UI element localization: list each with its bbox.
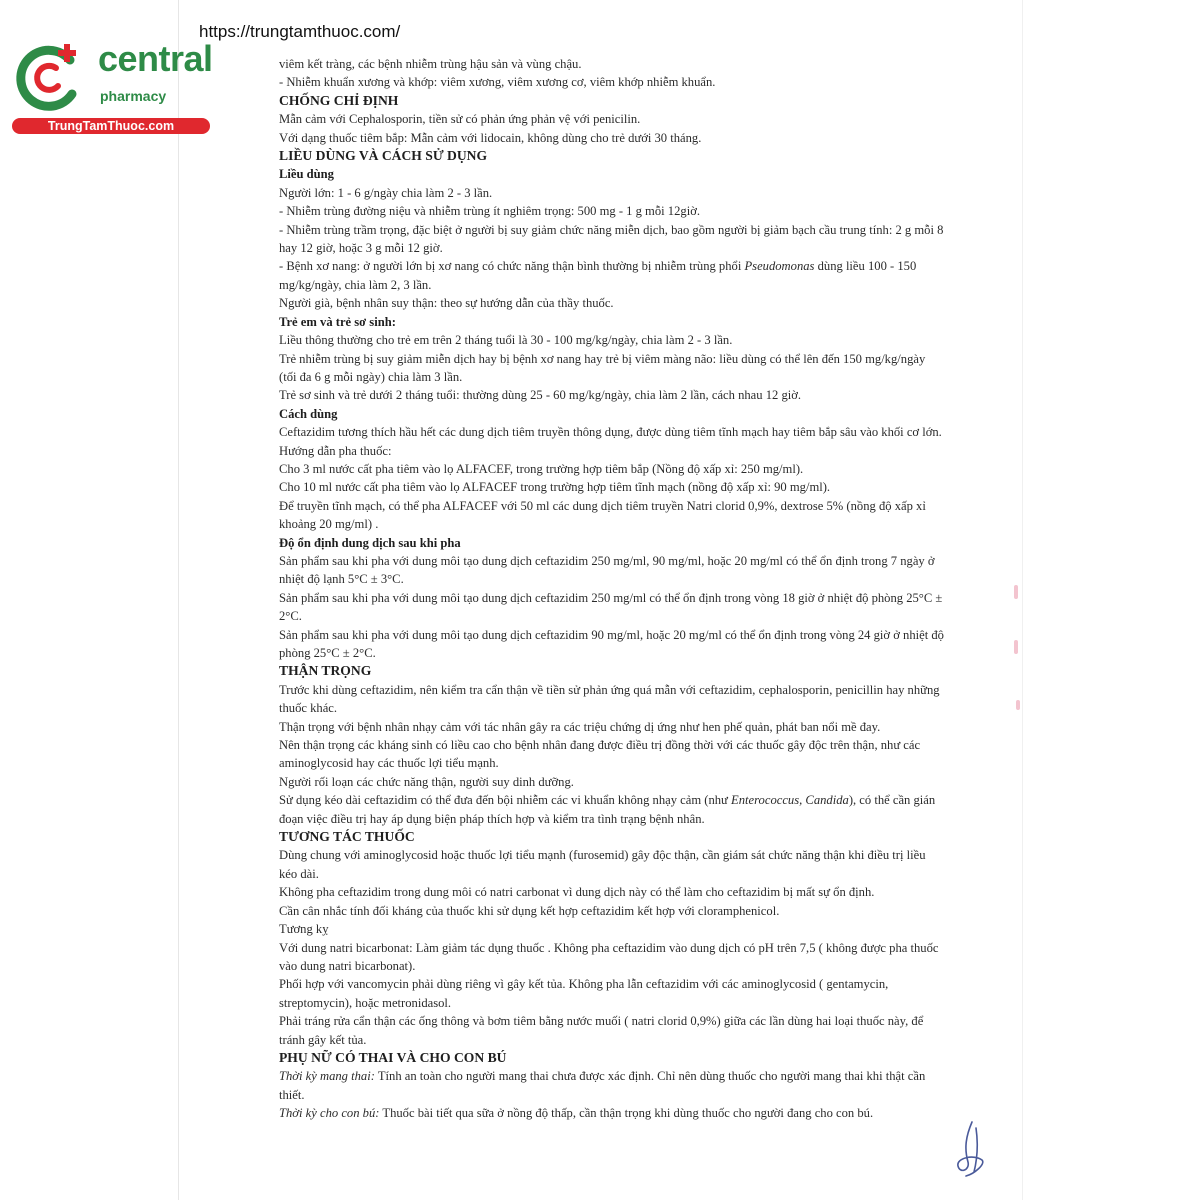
subheading: Độ ổn định dung dịch sau khi pha (279, 535, 461, 550)
pharmacy-cross-logo-icon (12, 38, 92, 118)
paragraph (279, 791, 945, 828)
subheading: Liều dùng (279, 167, 334, 182)
paper-edge-left (178, 0, 179, 1200)
paragraph: Sản phẩm sau khi pha với dung môi tạo dung dịch ceftazidim 90 mg/ml, hoặc 20 mg/ml có thể ổn định trong vòng 24 giờ ở nhiệt độ phòng 25°C ± 2°C. (279, 627, 944, 660)
section-heading: PHỤ NỮ CÓ THAI VÀ CHO CON BÚ (279, 1049, 507, 1065)
signature-icon (952, 1118, 992, 1180)
text-run: Tính an toàn cho người mang thai chưa được xác định. Chỉ nên dùng thuốc cho người mang thai khi thật cần thiết. (279, 1069, 926, 1102)
document-body (279, 55, 945, 1123)
paragraph (279, 257, 945, 294)
paragraph: Người già, bệnh nhân suy thận: theo sự hướng dẫn của thầy thuốc. (279, 296, 614, 311)
scan-mark (1014, 585, 1018, 599)
paragraph: - Nhiễm khuẩn xương và khớp: viêm xương, viêm xương cơ, viêm khớp nhiễm khuẩn. (279, 75, 716, 90)
italic-term: Pseudomonas (744, 259, 815, 274)
paragraph: - Nhiễm trùng đường niệu và nhiễm trùng ít nghiêm trọng: 500 mg - 1 g mỗi 12giờ. (279, 204, 700, 219)
subheading: Trẻ em và trẻ sơ sinh: (279, 314, 396, 329)
text-run: ), có thể cần gián đoạn việc điều trị hay áp dụng biện pháp thích hợp và kiểm tra tình trạng bệnh nhân. (279, 793, 936, 826)
text-run: - Bệnh xơ nang: ở người lớn bị xơ nang có chức năng thận bình thường bị nhiễm trùng phổi (279, 259, 745, 274)
logo-banner: TrungTamThuoc.com (12, 118, 210, 134)
paragraph (279, 1067, 945, 1104)
logo-wordmark: central (98, 38, 213, 79)
paragraph: Phối hợp với vancomycin phải dùng riêng vì gây kết tủa. Không pha lẫn ceftazidim với các aminoglycosid ( gentamycin, streptomycin), hoặc metronidasol. (279, 977, 889, 1010)
paragraph: Người lớn: 1 - 6 g/ngày chia làm 2 - 3 lần. (279, 185, 493, 200)
italic-label: Thời kỳ cho con bú: (279, 1106, 380, 1121)
paragraph: Nên thận trọng các kháng sinh có liều cao cho bệnh nhân đang được điều trị đồng thời với các thuốc gây độc trên thận, như các aminoglycosid hay các thuốc lợi tiểu mạnh. (279, 738, 921, 771)
paragraph: Người rối loạn các chức năng thận, người suy dinh dưỡng. (279, 774, 574, 789)
paragraph: Với dung natri bicarbonat: Làm giảm tác dụng thuốc . Không pha ceftazidim vào dung dịch có pH trên 7,5 ( không được pha thuốc vào dung natri bicarbonat). (279, 940, 939, 973)
text-run: dùng liều 100 - 150 mg/kg/ngày, chia làm 2, 3 lần. (279, 259, 917, 292)
text-run: Sử dụng kéo dài ceftazidim có thể đưa đến bội nhiễm các vi khuẩn không nhạy cảm (như (279, 793, 732, 808)
paragraph: Cần cân nhắc tính đối kháng của thuốc khi sử dụng kết hợp ceftazidim kết hợp với cloramphenicol. (279, 903, 780, 918)
paragraph: Phải tráng rửa cẩn thận các ống thông và bơm tiêm bằng nước muối ( natri clorid 0,9%) giữa các lần dùng hai loại thuốc này, để tránh gây kết tủa. (279, 1014, 924, 1047)
subheading: Cách dùng (279, 406, 338, 421)
paragraph: Trẻ sơ sinh và trẻ dưới 2 tháng tuổi: thường dùng 25 - 60 mg/kg/ngày, chia làm 2 lần, cách nhau 12 giờ. (279, 388, 802, 403)
paragraph: Thận trọng với bệnh nhân nhạy cảm với tác nhân gây ra các triệu chứng dị ứng như hen phế quản, phát ban nổi mề đay. (279, 719, 881, 734)
paragraph: Dùng chung với aminoglycosid hoặc thuốc lợi tiểu mạnh (furosemid) gây độc thận, cần giám sát chức năng thận khi điều trị liều kéo dài. (279, 848, 926, 881)
paragraph: Hướng dẫn pha thuốc: (279, 443, 392, 458)
scan-mark (1016, 700, 1020, 710)
paragraph: Liều thông thường cho trẻ em trên 2 tháng tuổi là 30 - 100 mg/kg/ngày, chia làm 2 - 3 lần. (279, 333, 733, 348)
section-heading: CHỐNG CHỈ ĐỊNH (279, 92, 399, 108)
paragraph: Với dạng thuốc tiêm bắp: Mẫn cảm với lidocain, không dùng cho trẻ dưới 30 tháng. (279, 130, 702, 145)
section-heading: LIỀU DÙNG VÀ CÁCH SỬ DỤNG (279, 148, 488, 164)
paragraph: Cho 10 ml nước cất pha tiêm vào lọ ALFACEF trong trường hợp tiêm tĩnh mạch (nồng độ xấp xỉ: 90 mg/ml). (279, 480, 831, 495)
paragraph: Cho 3 ml nước cất pha tiêm vào lọ ALFACEF, trong trường hợp tiêm bắp (Nồng độ xấp xỉ: 250 mg/ml). (279, 461, 804, 476)
paragraph: Sản phẩm sau khi pha với dung môi tạo dung dịch ceftazidim 250 mg/ml có thể ổn định trong vòng 18 giờ ở nhiệt độ phòng 25°C ± 2°C. (279, 590, 943, 624)
section-heading: TƯƠNG TÁC THUỐC (279, 829, 415, 845)
paragraph: Sản phẩm sau khi pha với dung môi tạo dung dịch ceftazidim 250 mg/ml, 90 mg/ml, hoặc 20 mg/ml có thể ổn định trong 7 ngày ở nhiệt độ lạnh 5°C ± 3°C. (279, 553, 935, 587)
scan-mark (1014, 640, 1018, 654)
paper-edge-right (1022, 0, 1023, 1200)
italic-label: Thời kỳ mang thai: (279, 1069, 375, 1084)
paragraph: - Nhiễm trùng trầm trọng, đặc biệt ở người bị suy giảm chức năng miễn dịch, bao gồm người bị giảm bạch cầu trung tính: 2 g mỗi 8 hay 12 giờ, hoặc 3 g mỗi 12 giờ. (279, 222, 944, 256)
italic-term: Enterococcus, Candida (731, 793, 849, 808)
text-run: Thuốc bài tiết qua sữa ở nồng độ thấp, cần thận trọng khi dùng thuốc cho người đang cho con bú. (379, 1106, 874, 1121)
logo-subtitle: pharmacy (100, 88, 167, 104)
central-pharmacy-logo[interactable] (12, 38, 212, 138)
paragraph: Mẫn cảm với Cephalosporin, tiền sử có phản ứng phản vệ với penicilin. (279, 112, 641, 127)
paragraph (279, 1104, 945, 1122)
paragraph: Ceftazidim tương thích hầu hết các dung dịch tiêm truyền thông dụng, được dùng tiêm tĩnh mạch hay tiêm bắp sâu vào khối cơ lớn. (279, 425, 942, 440)
paragraph: Trẻ nhiễm trùng bị suy giảm miễn dịch hay bị bệnh xơ nang hay trẻ bị viêm màng não: liều dùng có thể lên đến 150 mg/kg/ngày (tối đa 6 g mỗi ngày) chia làm 3 lần. (279, 351, 926, 384)
paragraph: Không pha ceftazidim trong dung môi có natri carbonat vì dung dịch này có thể làm cho ceftazidim bị mất sự ổn định. (279, 885, 875, 900)
paragraph: viêm kết tràng, các bệnh nhiễm trùng hậu sản và vùng chậu. (279, 57, 582, 71)
paragraph: Tương kỵ (279, 922, 329, 937)
section-heading: THẬN TRỌNG (279, 663, 372, 679)
paragraph: Để truyền tĩnh mạch, có thể pha ALFACEF với 50 ml các dung dịch tiêm truyền Natri clorid 0,9%, dextrose 5% (nồng độ xấp xỉ khoảng 20 mg/ml) . (279, 498, 926, 532)
paragraph: Trước khi dùng ceftazidim, nên kiểm tra cẩn thận về tiền sử phản ứng quá mẫn với ceftazidim, cephalosporin, penicillin hay những thuốc khác. (279, 682, 940, 716)
source-url[interactable]: https://trungtamthuoc.com/ (199, 22, 401, 41)
